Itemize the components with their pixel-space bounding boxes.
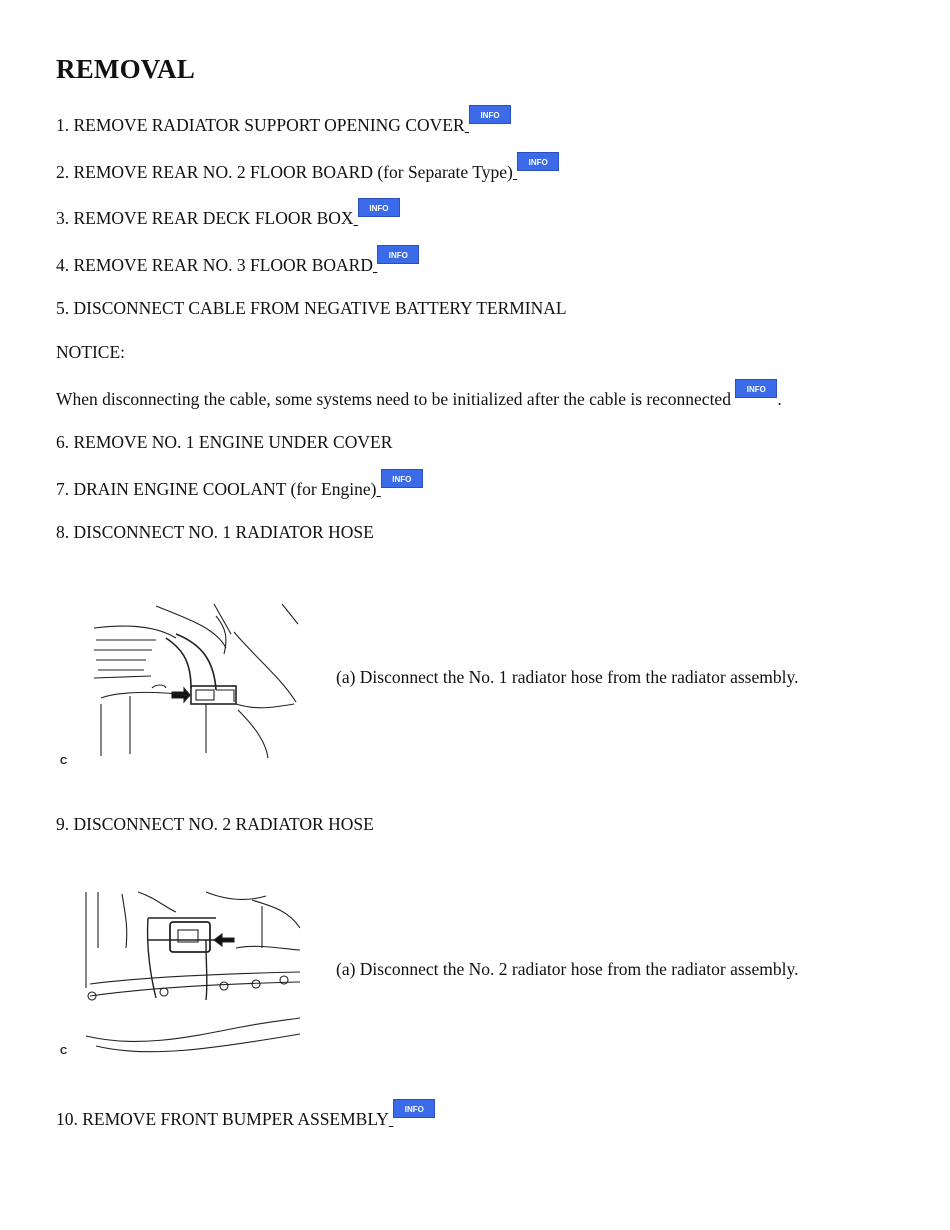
- step-4-text: 4. REMOVE REAR NO. 3 FLOOR BOARD: [56, 255, 373, 275]
- figure-2-caption: (a) Disconnect the No. 2 radiator hose from the radiator assembly.: [336, 959, 799, 979]
- step-3: [56, 204, 400, 229]
- figure-2-label: C: [60, 1046, 68, 1057]
- step-10-text: 10. REMOVE FRONT BUMPER ASSEMBLY: [56, 1109, 389, 1129]
- info-link-2[interactable]: INFO: [517, 152, 559, 171]
- info-link-4[interactable]: INFO: [377, 245, 419, 264]
- step-8-text: 8. DISCONNECT NO. 1 RADIATOR HOSE: [56, 522, 374, 542]
- radiator-hose-2-illustration: [56, 888, 306, 1060]
- step-1-text: 1. REMOVE RADIATOR SUPPORT OPENING COVER: [56, 115, 465, 135]
- info-link-1[interactable]: INFO: [469, 105, 511, 124]
- step-3-text: 3. REMOVE REAR DECK FLOOR BOX: [56, 208, 354, 228]
- notice-label: NOTICE:: [56, 342, 126, 362]
- step-5-text: 5. DISCONNECT CABLE FROM NEGATIVE BATTERY TERMINAL: [56, 298, 567, 318]
- step-9-text: 9. DISCONNECT NO. 2 RADIATOR HOSE: [56, 814, 374, 834]
- figure-1-label: C: [60, 756, 68, 767]
- step-7: [56, 475, 423, 500]
- notice-text: When disconnecting the cable, some systems need to be initialized after the cable is reconnected: [56, 389, 731, 409]
- step-2: [56, 158, 559, 183]
- info-link-10[interactable]: INFO: [393, 1099, 435, 1118]
- step-6-text: 6. REMOVE NO. 1 ENGINE UNDER COVER: [56, 432, 393, 452]
- step-5: [56, 297, 567, 319]
- step-2-text: 2. REMOVE REAR NO. 2 FLOOR BOARD (for Separate Type): [56, 162, 513, 182]
- figure-1-caption: (a) Disconnect the No. 1 radiator hose from the radiator assembly.: [336, 667, 799, 687]
- radiator-hose-1-illustration: [56, 598, 306, 770]
- step-8: [56, 521, 374, 543]
- notice-heading: [56, 341, 125, 363]
- step-7-text: 7. DRAIN ENGINE COOLANT (for Engine): [56, 479, 377, 499]
- info-link-7[interactable]: INFO: [381, 469, 423, 488]
- step-4: [56, 251, 419, 276]
- step-1: [56, 111, 511, 136]
- info-link-3[interactable]: INFO: [358, 198, 400, 217]
- step-6: [56, 431, 392, 453]
- notice-body: When disconnecting the cable, some systems need to be initialized after the cable is reconnected INFO .: [56, 388, 782, 410]
- step-9: [56, 813, 374, 835]
- info-link-notice[interactable]: INFO: [735, 379, 777, 398]
- step-10: [56, 1105, 435, 1130]
- page-title: REMOVAL: [56, 54, 195, 84]
